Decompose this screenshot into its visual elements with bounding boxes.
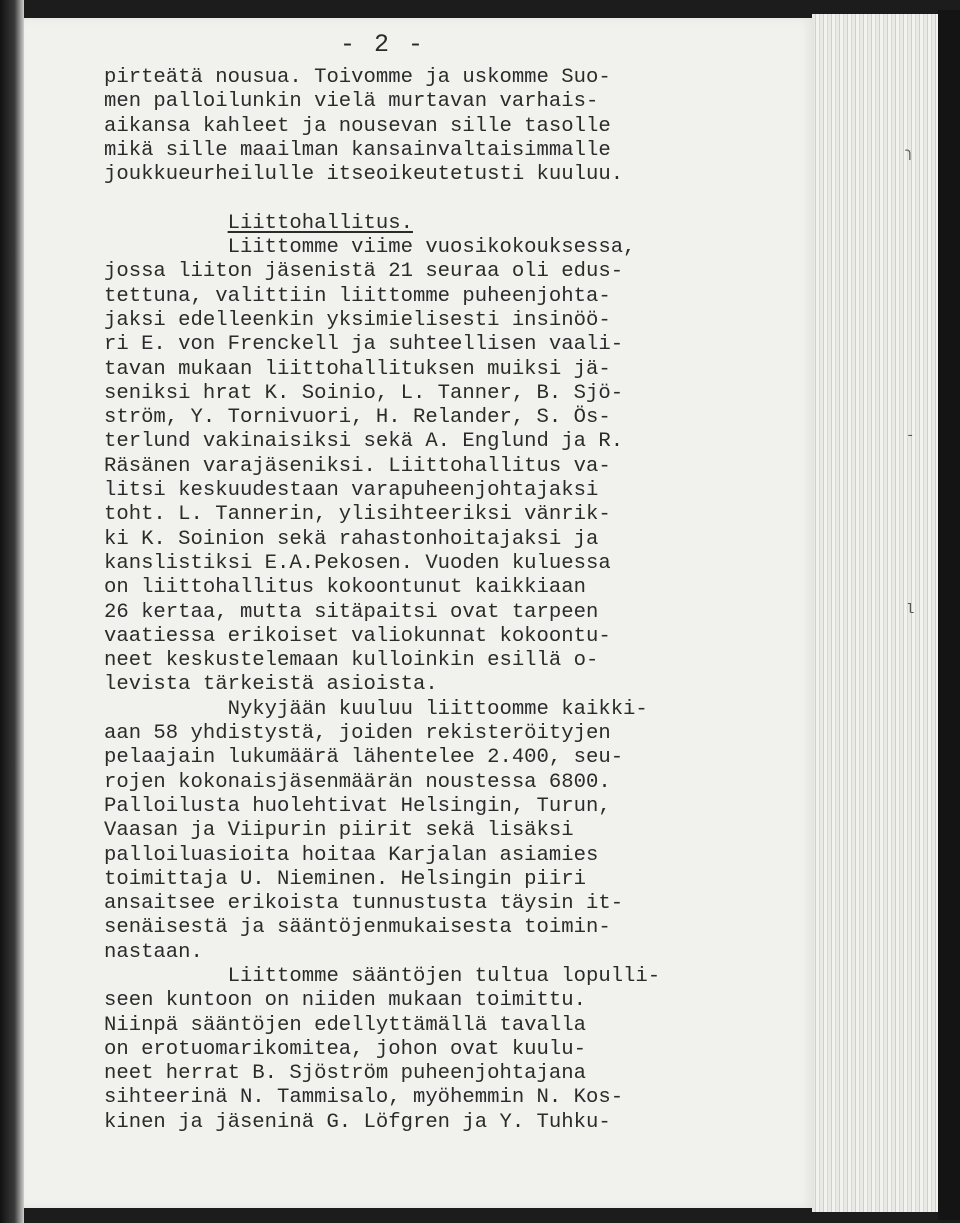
text-line: kanslistiksi E.A.Pekosen. Vuoden kuluessa: [104, 551, 611, 575]
text-line: 26 kertaa, mutta sitäpaitsi ovat tarpeen: [104, 600, 599, 624]
text-line: Räsänen varajäseniksi. Liittohallitus va-: [104, 454, 611, 478]
text-line: Vaasan ja Viipurin piirit sekä lisäksi: [104, 819, 574, 843]
text-line: seniksi hrat K. Soinio, L. Tanner, B. Sjö-: [104, 381, 624, 405]
text-line: neet keskustelemaan kulloinkin esillä o-: [104, 649, 599, 673]
right-shadow: [938, 10, 960, 1220]
text-line: men palloilunkin vielä murtavan varhais-: [104, 90, 599, 114]
page-number: - 2 -: [340, 30, 426, 59]
text-line: ki K. Soinion sekä rahastonhoitajaksi ja: [104, 527, 599, 551]
book-binding-edge: [0, 0, 24, 1223]
text-line: on liittohallitus kokoontunut kaikkiaan: [104, 576, 586, 600]
text-line: palloiluasioita hoitaa Karjalan asiamies: [104, 843, 599, 867]
margin-mark-low: l: [906, 602, 915, 618]
section-heading-text: Liittohallitus.: [227, 211, 413, 235]
section-heading: [104, 212, 754, 236]
margin-mark-mid: -: [906, 428, 915, 444]
text-line: levista tärkeistä asioista.: [104, 673, 438, 697]
text-line: seen kuntoon on niiden mukaan toimittu.: [104, 989, 586, 1013]
text-line: aikansa kahleet ja nousevan sille tasolle: [104, 114, 611, 138]
text-line: mikä sille maailman kansainvaltaisimmalle: [104, 138, 611, 162]
text-line: tettuna, valittiin liittomme puheenjohta-: [104, 284, 611, 308]
text-line: kinen ja jäseninä G. Löfgren ja Y. Tuhku-: [104, 1110, 611, 1134]
text-line: nastaan.: [104, 940, 203, 964]
text-line: joukkueurheilulle itseoikeutetusti kuuluu.: [104, 163, 624, 187]
text-line: on erotuomarikomitea, johon ovat kuulu-: [104, 1037, 586, 1061]
text-line: neet herrat B. Sjöström puheenjohtajana: [104, 1062, 586, 1086]
text-line: ansaitsee erikoista tunnustusta täysin it-: [104, 892, 624, 916]
text-line: Nykyjään kuuluu liittoomme kaikki-: [104, 697, 648, 721]
page-stack-edges: [812, 14, 944, 1212]
text-line: pelaajain lukumäärä lähentelee 2.400, seu-: [104, 746, 624, 770]
text-line: pirteätä nousua. Toivomme ja uskomme Suo-: [104, 66, 611, 89]
text-line: ström, Y. Tornivuori, H. Relander, S. Ös-: [104, 406, 611, 430]
text-line: tavan mukaan liittohallituksen muiksi jä-: [104, 357, 611, 381]
text-line: Niinpä sääntöjen edellyttämällä tavalla: [104, 1013, 586, 1037]
margin-mark-top: ɿ: [904, 146, 913, 162]
text-line: terlund vakinaisiksi sekä A. Englund ja R.: [104, 430, 624, 454]
text-line: [104, 187, 754, 211]
text-line: jossa liiton jäsenistä 21 seuraa oli edus-: [104, 260, 624, 284]
body-text: [104, 66, 754, 1135]
text-line: litsi keskuudestaan varapuheenjohtajaksi: [104, 479, 599, 503]
text-line: toht. L. Tannerin, ylisihteeriksi vänrik-: [104, 503, 611, 527]
text-line: Liittomme viime vuosikokouksessa,: [104, 236, 636, 260]
text-line: ri E. von Frenckell ja suhteellisen vaali-: [104, 333, 624, 357]
text-line: toimittaja U. Nieminen. Helsingin piiri: [104, 867, 586, 891]
text-line: rojen kokonaisjäsenmäärän noustessa 6800.: [104, 770, 611, 794]
text-line: Palloilusta huolehtivat Helsingin, Turun,: [104, 794, 611, 818]
text-line: aan 58 yhdistystä, joiden rekisteröityjen: [104, 722, 611, 746]
text-line: vaatiessa erikoiset valiokunnat kokoontu-: [104, 624, 611, 648]
text-line: Liittomme sääntöjen tultua lopulli-: [104, 964, 661, 988]
text-line: jaksi edelleenkin yksimielisesti insinöö-: [104, 308, 611, 332]
text-line: sihteerinä N. Tammisalo, myöhemmin N. Kos-: [104, 1086, 624, 1110]
text-line: senäisestä ja sääntöjenmukaisesta toimin-: [104, 916, 611, 940]
